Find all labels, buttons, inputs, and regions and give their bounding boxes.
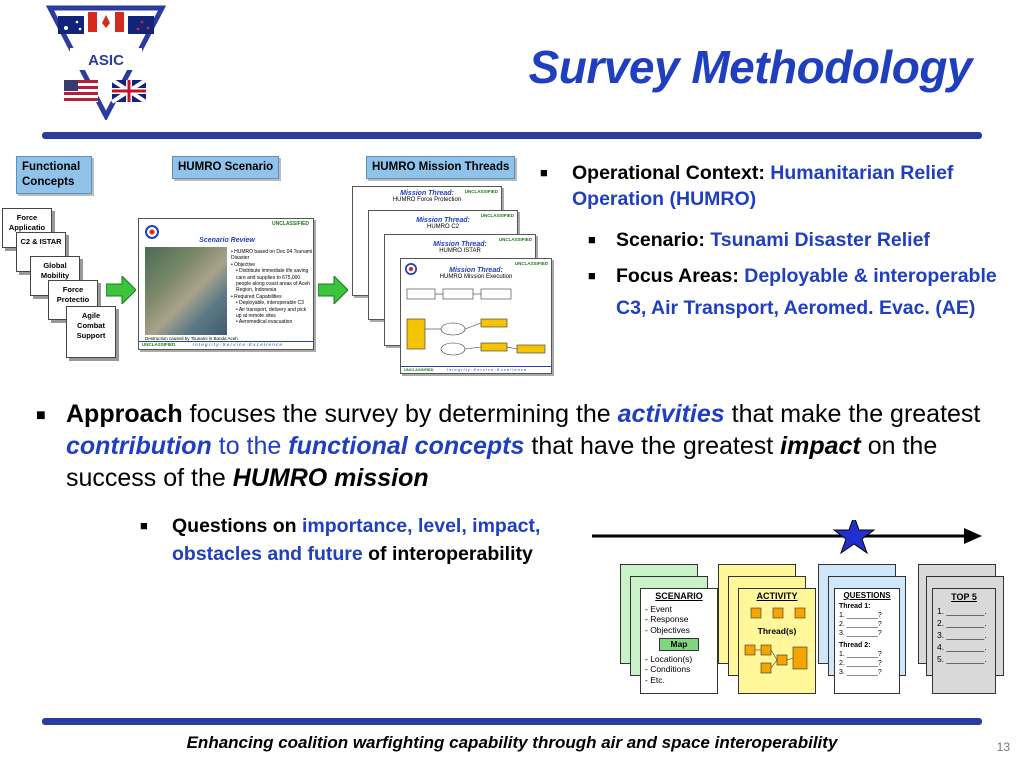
usa-flag-icon: [64, 80, 98, 102]
timeline-arrow: [592, 520, 982, 560]
map-label: Map: [659, 638, 699, 651]
functional-card: Force Protectio: [48, 280, 98, 320]
top5-card: TOP 5 1. ________. 2. ________. 3. ________. 4. ________. 5. ________.: [932, 588, 996, 694]
australia-flag-icon: [58, 16, 84, 34]
thread-slide-thumbnail: UNCLASSIFIED Mission Thread: HUMRO Force Protection: [352, 186, 502, 296]
page-title: Survey Methodology: [528, 41, 972, 93]
approach-paragraph: ■ Approach focuses the survey by determining the activities that make the greatest contribution to the functional concepts that have the greatest impact on the success of the HUMRO mission: [36, 400, 981, 492]
bottom-divider: [42, 718, 982, 725]
operational-context-bullet: ■ Operational Context: Humanitarian Relief Operation (HUMRO): [540, 160, 1010, 212]
context-bullets: [540, 160, 1010, 324]
scenario-card: SCENARIO - Event - Response - Objectives Map - Location(s) - Conditions - Etc.: [640, 588, 718, 694]
thread-slide-thumbnail: UNCLASSIFIED Mission Thread: HUMRO C2: [368, 210, 518, 320]
questions-card: QUESTIONS Thread 1: 1. ________? 2. ________? 3. ________? Thread 2: 1. ________? 2. ________? 3. ________?: [834, 588, 900, 694]
thread-slide-thumbnail: UNCLASSIFIED Mission Thread: HUMRO ISTAR: [384, 234, 536, 346]
asic-logo: [42, 2, 170, 120]
activity-blocks-icon: [743, 604, 813, 624]
thread-diagram-icon: [743, 637, 813, 681]
functional-concepts-tag: Functional Concepts: [16, 156, 92, 194]
uk-flag-icon: [112, 80, 146, 102]
thread-slide-thumbnail: UNCLASSIFIED Mission Thread: HUMRO Mission Execution UNCLASSIFIED I n t e g r i t y - S e r v i c e - E x c e l l e n c e: [400, 258, 552, 374]
functional-card: C2 & ISTAR: [16, 232, 66, 272]
functional-card: Global Mobility: [30, 256, 80, 296]
functional-card: Agile Combat Support: [66, 306, 116, 358]
emblem-icon: [405, 263, 417, 275]
activity-card: ACTIVITY Thread(s): [738, 588, 816, 694]
thread-flow-diagram: [405, 285, 549, 363]
humro-scenario-tag: HUMRO Scenario: [172, 156, 279, 179]
functional-card: Force Applicatio: [2, 208, 52, 248]
scenario-bullet: ■ Scenario: Tsunami Disaster Relief: [540, 224, 1010, 256]
svg-text:ASIC: ASIC: [88, 52, 124, 69]
questions-bullet: ■ Questions on importance, level, impact, obstacles and future of interoperability: [140, 515, 541, 565]
humro-threads-tag: HUMRO Mission Threads: [366, 156, 515, 179]
top-divider: [42, 132, 982, 139]
satellite-photo: [145, 247, 227, 335]
new-zealand-flag-icon: [128, 16, 154, 34]
focus-areas-bullet: ■ Focus Areas: Deployable & interoperable C3, Air Transport, Aeromed. Evac. (AE): [540, 260, 1010, 324]
canada-flag-icon: [88, 12, 124, 32]
footer-tagline: Enhancing coalition warfighting capability through air and space interoperability: [186, 733, 838, 752]
flow-arrow-icon: [318, 276, 348, 304]
scenario-slide-thumbnail: UNCLASSIFIED Scenario Review • HUMRO based on Dec 04 Tsunami Disaster • Objective • Distribute immediate life saving care and supplies to 675,000 people along coast areas of Aceh Region, Indonesia • Required Capabilities • Deployable, interoperable C3 • Air transport, delivery and pick up at remote sites • Aeromedical evacuation Destruction caused by Tsunami in Banda Aceh UNCLASSIFIED I n t e g r i t y - S e r v i c e - E x c e l l e n c e: [138, 218, 314, 350]
flow-arrow-icon: [106, 276, 136, 304]
page-number: 13: [996, 740, 1010, 754]
